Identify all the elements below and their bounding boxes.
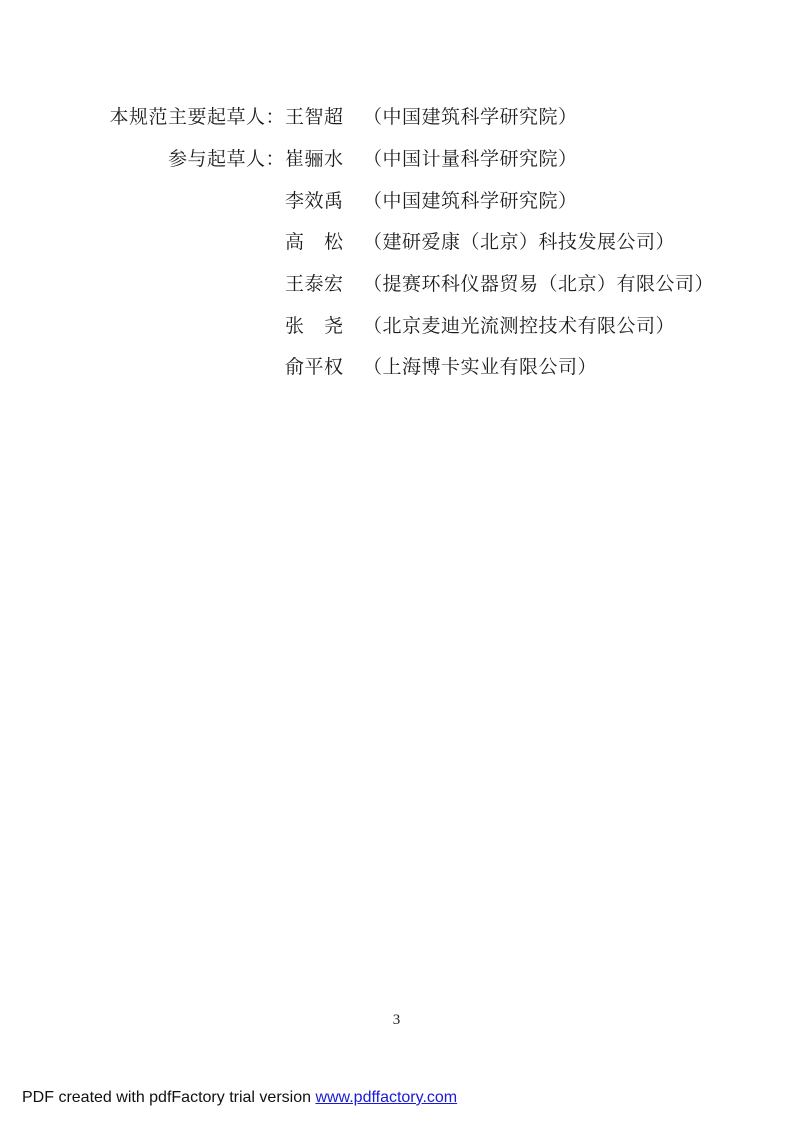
pdf-footer-text: PDF created with pdfFactory trial version	[22, 1089, 316, 1106]
drafter-row	[0, 95, 793, 137]
drafter-org: （建研爱康（北京）科技发展公司）	[363, 231, 676, 254]
drafter-name: 王泰宏	[285, 273, 344, 296]
drafter-row	[0, 220, 793, 262]
drafters-list	[0, 95, 793, 387]
drafter-org: （提赛环科仪器贸易（北京）有限公司）	[363, 273, 715, 296]
drafter-org: （中国建筑科学研究院）	[363, 106, 578, 129]
drafter-row	[0, 178, 793, 220]
drafter-name: 张 尧	[285, 314, 344, 337]
drafter-name: 高 松	[285, 231, 344, 254]
pdf-footer	[22, 1089, 457, 1107]
drafter-row	[0, 262, 793, 304]
drafter-row	[0, 137, 793, 179]
drafter-org: （中国计量科学研究院）	[363, 148, 578, 171]
drafter-row	[0, 345, 793, 387]
pdffactory-link[interactable]: www.pdffactory.com	[315, 1089, 458, 1106]
drafter-name: 王智超	[285, 106, 344, 129]
drafter-org: （中国建筑科学研究院）	[363, 189, 578, 212]
page-number: 3	[392, 1012, 401, 1028]
drafter-name: 俞平权	[285, 356, 344, 379]
drafter-org: （北京麦迪光流测控技术有限公司）	[363, 314, 676, 337]
drafter-label: 参与起草人：	[167, 148, 285, 171]
drafter-org: （上海博卡实业有限公司）	[363, 356, 598, 379]
drafter-name: 崔骊水	[285, 148, 344, 171]
drafter-label: 本规范主要起草人：	[109, 106, 285, 129]
drafter-name: 李效禹	[285, 189, 344, 212]
drafter-row	[0, 303, 793, 345]
